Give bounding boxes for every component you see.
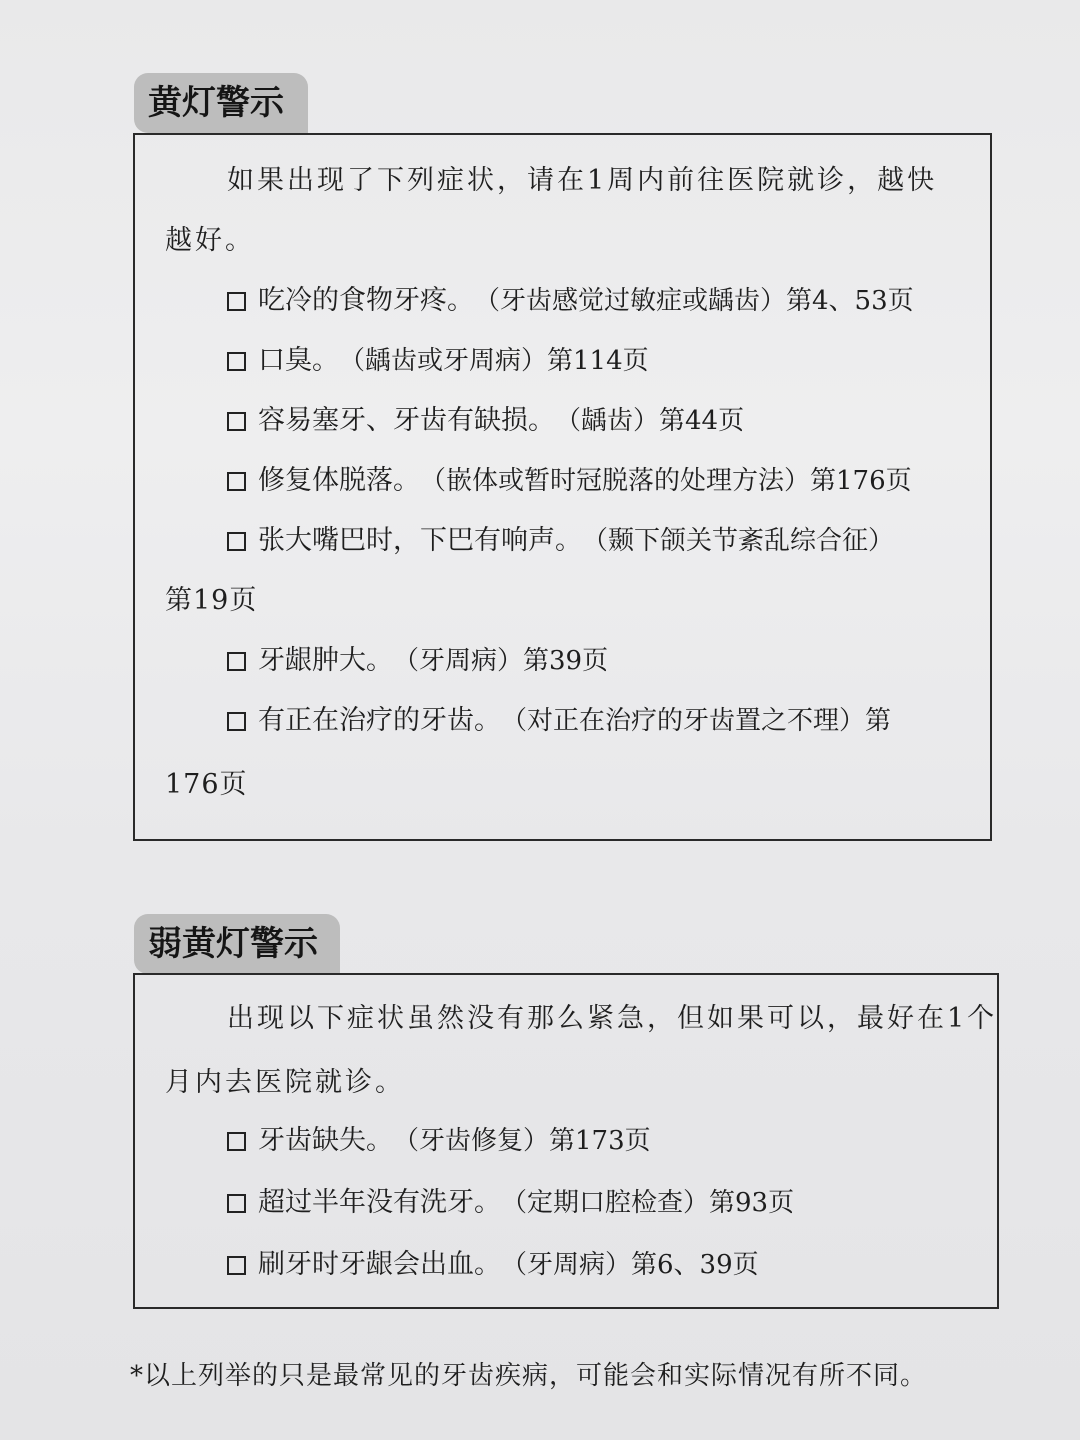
symptom-text: 牙齿缺失。 (258, 1125, 393, 1156)
weak-yellow-warning-box (133, 973, 999, 1309)
checkbox-icon (227, 1132, 246, 1151)
reference-note-continued: 第19页 (165, 585, 258, 616)
checklist-item (227, 701, 891, 741)
checklist-item (227, 1245, 759, 1285)
checkbox-icon (227, 652, 246, 671)
checklist-item (227, 341, 649, 381)
yellow-warning-box (133, 133, 992, 841)
reference-note: （牙周病）第6、39页 (501, 1250, 759, 1280)
symptom-text: 超过半年没有洗牙。 (258, 1187, 501, 1218)
checklist-item (227, 401, 744, 441)
checklist-item (227, 461, 912, 501)
intro-text-continued: 越好。 (165, 225, 255, 256)
reference-note: （龋齿）第44页 (555, 406, 745, 436)
symptom-text: 吃冷的食物牙疼。 (258, 285, 474, 316)
reference-note-continued: 176页 (165, 769, 248, 800)
symptom-text: 张大嘴巴时，下巴有响声。 (258, 525, 582, 556)
checkbox-icon (227, 472, 246, 491)
checklist-item (227, 641, 608, 681)
symptom-text: 刷牙时牙龈会出血。 (258, 1249, 501, 1280)
checkbox-icon (227, 1256, 246, 1275)
symptom-text: 有正在治疗的牙齿。 (258, 705, 501, 736)
checkbox-icon (227, 712, 246, 731)
intro-text: 如果出现了下列症状，请在1周内前往医院就诊，越快 (227, 165, 938, 196)
reference-note: （牙齿修复）第173页 (393, 1126, 651, 1156)
reference-note: （龋齿或牙周病）第114页 (339, 346, 649, 376)
intro-text-continued: 月内去医院就诊。 (165, 1067, 405, 1098)
reference-note: （嵌体或暂时冠脱落的处理方法）第176页 (420, 466, 912, 496)
reference-note: （牙齿感觉过敏症或龋齿）第4、53页 (474, 286, 914, 316)
symptom-text: 修复体脱落。 (258, 465, 420, 496)
checklist-item (227, 1183, 794, 1223)
checkbox-icon (227, 292, 246, 311)
reference-note: （定期口腔检查）第93页 (501, 1188, 795, 1218)
section-title-text: 黄灯警示 (148, 83, 284, 123)
checklist-item (227, 521, 894, 561)
checkbox-icon (227, 532, 246, 551)
checklist-item (227, 1121, 651, 1161)
intro-text: 出现以下症状虽然没有那么紧急，但如果可以，最好在1个 (227, 1003, 998, 1034)
footnote: *以上列举的只是最常见的牙齿疾病，可能会和实际情况有所不同。 (130, 1361, 928, 1391)
symptom-text: 容易塞牙、牙齿有缺损。 (258, 405, 555, 436)
section-title-yellow-warning (134, 73, 308, 133)
reference-note: （颞下颌关节紊乱综合征） (582, 526, 895, 556)
reference-note: （对正在治疗的牙齿置之不理）第 (501, 706, 892, 736)
symptom-text: 牙龈肿大。 (258, 645, 393, 676)
checkbox-icon (227, 352, 246, 371)
checkbox-icon (227, 412, 246, 431)
section-title-weak-yellow-warning (134, 914, 340, 974)
symptom-text: 口臭。 (258, 345, 339, 376)
checkbox-icon (227, 1194, 246, 1213)
section-title-text: 弱黄灯警示 (148, 924, 318, 964)
reference-note: （牙周病）第39页 (393, 646, 609, 676)
checklist-item (227, 281, 914, 321)
